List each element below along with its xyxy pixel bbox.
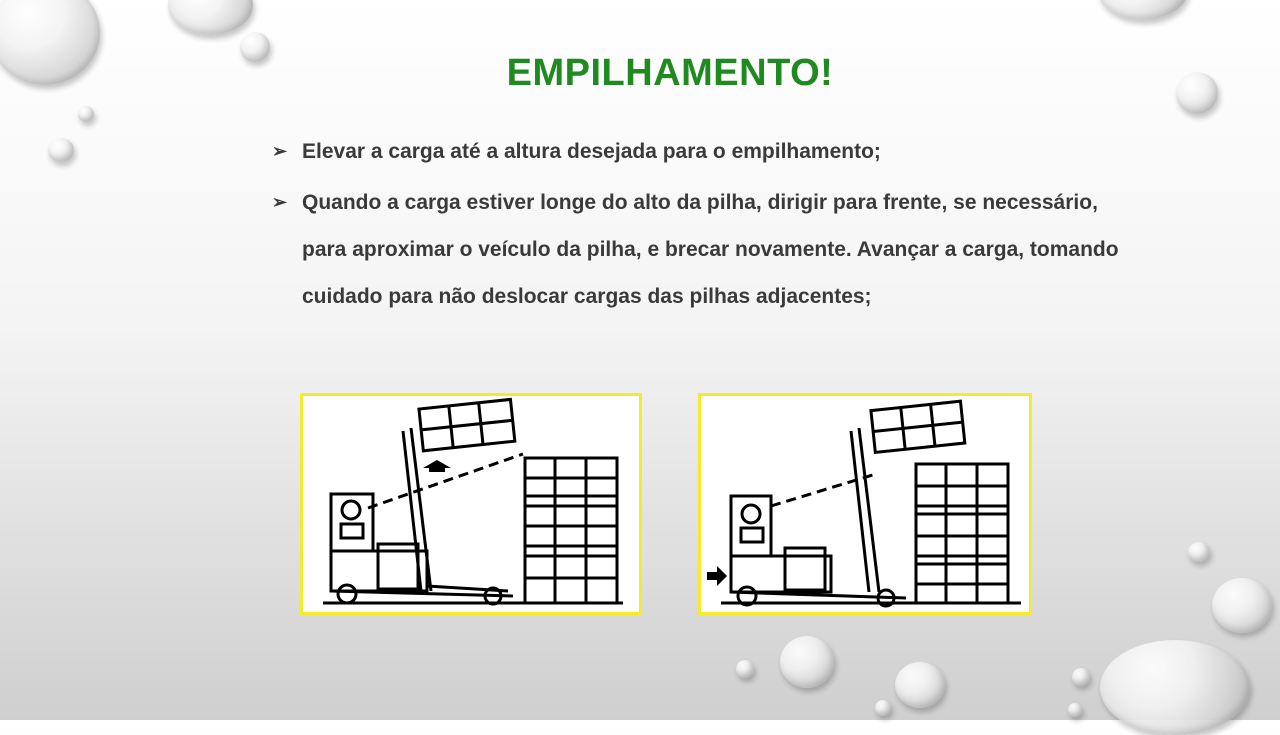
water-drop-decoration xyxy=(1100,640,1250,735)
water-drop-decoration xyxy=(78,106,94,122)
bullet-text: Quando a carga estiver longe do alto da pilha, dirigir para frente, se necessário, para aproximar o veículo da pilha, e brecar novamente. Avançar a carga, tomando cuidado para não deslocar cargas das pilhas adjacentes; xyxy=(302,191,1119,308)
bullet-list xyxy=(270,128,1130,324)
bullet-item xyxy=(270,179,1130,320)
bullet-text: Elevar a carga até a altura desejada para o empilhamento; xyxy=(302,140,881,163)
water-drop-decoration xyxy=(168,0,253,35)
water-drop-decoration xyxy=(895,662,945,708)
water-drop-decoration xyxy=(1188,542,1210,562)
water-drop-decoration xyxy=(1212,578,1272,633)
water-drop-decoration xyxy=(1072,668,1090,686)
forklift-illustration-2 xyxy=(698,393,1032,615)
water-drop-decoration xyxy=(1098,0,1188,20)
forklift-illustration-1 xyxy=(300,393,642,615)
slide-title: EMPILHAMENTO! xyxy=(506,52,834,94)
water-drop-decoration xyxy=(736,660,754,678)
water-drop-decoration xyxy=(48,138,74,162)
forklift-stacking-drawing xyxy=(303,396,639,612)
forklift-approach-drawing xyxy=(701,396,1029,612)
water-drop-decoration xyxy=(1068,703,1082,717)
water-drop-decoration xyxy=(875,700,891,716)
arrow-bullet-icon: ➢ xyxy=(272,141,288,161)
arrow-bullet-icon: ➢ xyxy=(272,192,288,212)
bullet-item xyxy=(270,128,1130,175)
water-drop-decoration xyxy=(780,636,834,688)
